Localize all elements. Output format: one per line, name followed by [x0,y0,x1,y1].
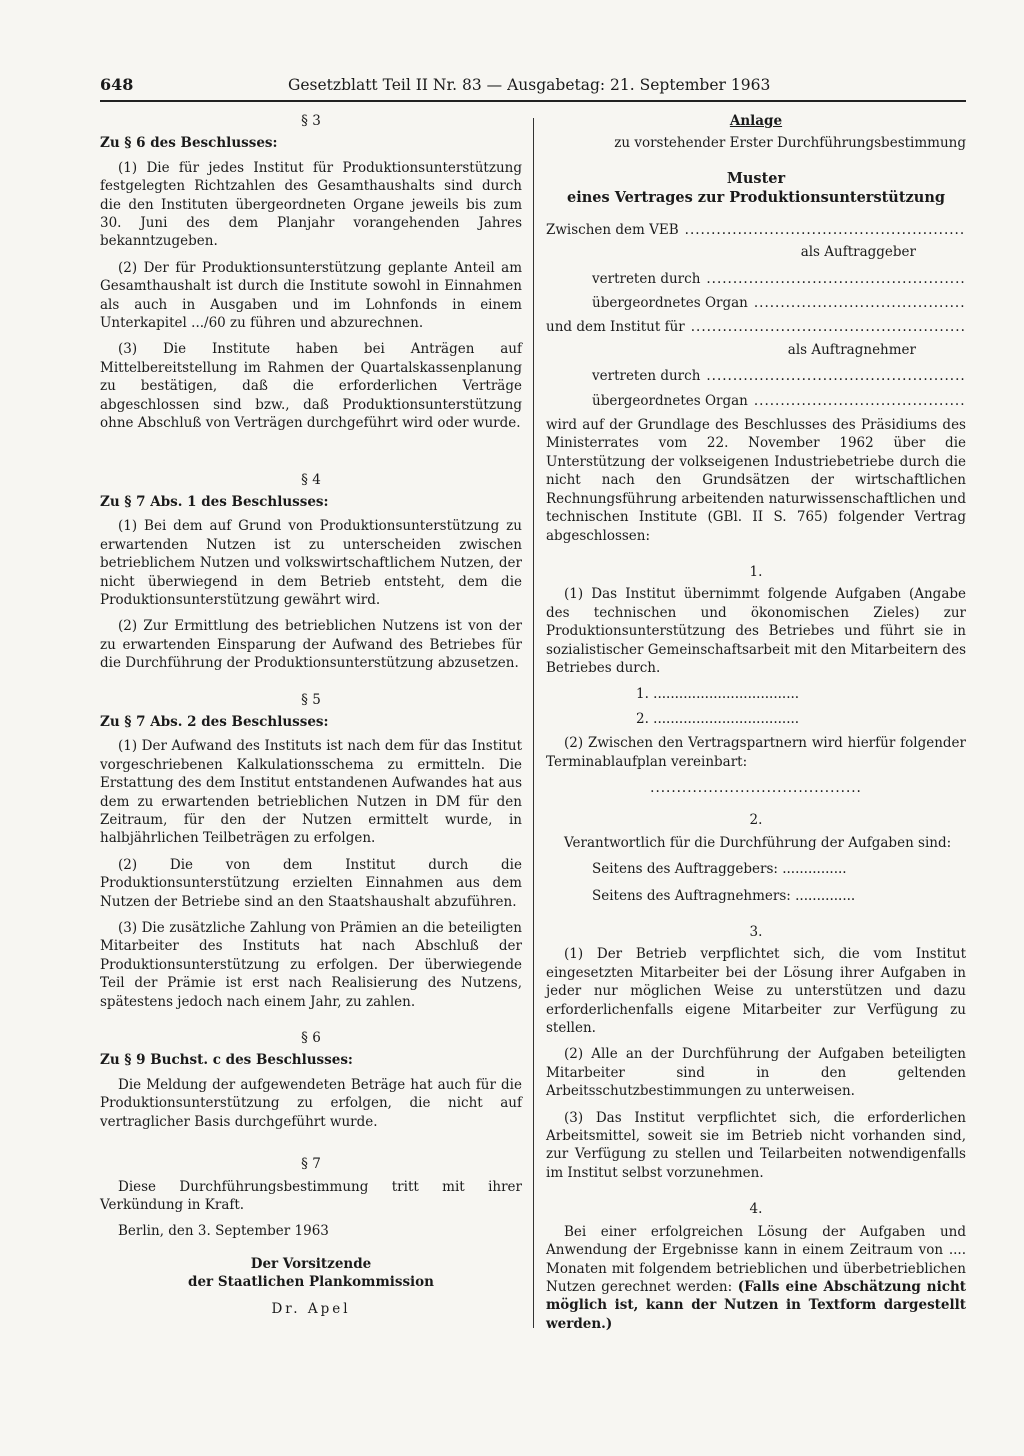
paragraph: (2) Zwischen den Vertragspartnern wird hierfür folgender Terminablaufplan vereinbart: [546,735,966,770]
header-title: Gesetzblatt Teil II Nr. 83 — Ausgabetag: 21. September 1963 [288,76,771,94]
paragraph: (2) Zur Ermittlung des betrieblichen Nutzens ist von der zu erwartenden Einsparung der Aufwand des Betriebes für die Durchführung der Produktionsunterstützung abzusetzen. [100,618,522,672]
paragraph: (2) Alle an der Durchführung der Aufgaben beteiligten Mitarbeiter sind in den geltenden Arbeitsschutzbestimmungen zu unterweisen. [546,1046,966,1100]
header-rule [100,100,966,102]
field-vertreten [546,270,966,288]
fill-dots [691,318,966,336]
clause-number: 2. [749,812,763,829]
annex-title: Anlage [729,113,783,129]
paragraph: (3) Die Institute haben bei Anträgen auf Mittelbereitstellung im Rahmen der Quartalskassenplanung zu bestätigen, daß die erforderlichen Verträge abgeschlossen sind bzw., daß Produktionsunterstützung ohne Abschluß von Verträgen durchgeführt wird oder wurde. [100,341,522,432]
paragraph: (3) Die zusätzliche Zahlung von Prämien an die beteiligten Mitarbeiter des Instituts hat nach Abschluß der Produktionsunterstützung zu erfolgen. Der überwiegende Teil der Prämie ist erst nach Realisierung des Nutzens, spätestens jedoch nach einem Jahr, zu zahlen. [100,920,522,1010]
paragraph-note: (Falls eine Abschätzung nicht möglich ist, kann der Nutzen in Textform dargestellt werden.) [546,1278,966,1332]
contract-intro: wird auf der Grundlage des Beschlusses des Präsidiums des Ministerrates vom 22. November 1962 über die Unterstützung der volkseigenen Industriebetriebe durch die nicht nach den Grundsätzen der wirtschaftlichen Rechnungsführung arbeitenden naturwissenschaftlichen und technischen Institute (GBl. II S. 765) folgender Vertrag abgeschlossen: [546,417,966,544]
fill-dots [685,221,966,239]
paragraph: Verantwortlich für die Durchführung der Aufgaben sind: [564,834,952,851]
field-institut [546,318,966,336]
section-mark: § 4 [301,471,321,488]
paragraph: (2) Die von dem Institut durch die Produktionsunterstützung erzielten Einnahmen aus dem Nutzen der Betriebe sind an den Staatshaushalt abzuführen. [100,856,522,910]
signer-title: Der Vorsitzende [250,1255,372,1272]
clause-number: 3. [749,924,763,940]
signature-name: Dr. Apel [271,1300,351,1317]
paragraph: (1) Die für jedes Institut für Produktionsunterstützung festgelegten Richtzahlen des Gesamthaushalts sind durch die den Instituten übergeordneten Organe jeweils bis zum 30. Juni des dem Planjahr vorangehenden Jahres bekanntzugeben. [100,159,522,250]
right-column [546,112,966,1341]
section-mark: § 6 [301,1030,321,1047]
clause-number: 4. [749,1201,763,1218]
task-item: 2. .................................. [636,710,800,727]
paragraph: (3) Das Institut verpflichtet sich, die erforderlichen Arbeitsmittel, soweit sie im Betrieb nicht vorhanden sind, zur Verfügung zu stellen und Teilarbeiten notwendigenfalls im Institut selbst vorzunehmen. [546,1109,966,1181]
role-auftragnehmer: als Auftragnehmer [787,341,916,358]
paragraph: (2) Der für Produktionsunterstützung geplante Anteil am Gesamthaushalt ist durch die Institute sowohl in Einnahmen als auch in Ausgaben und im Lohnfonds in einem Unterkapitel .../60 zu führen und abzurechnen. [100,259,522,332]
fill-dots [754,392,966,410]
field-veb [546,221,966,239]
annex-subtitle: zu vorstehender Erster Durchführungsbestimmung [614,135,966,152]
role-auftraggeber: als Auftraggeber [800,244,916,261]
column-divider [533,118,534,1328]
paragraph: Die Meldung der aufgewendeten Beträge hat auch für die Produktionsunterstützung zu erfolgen, die nicht auf vertraglicher Basis durchgeführt wurde. [100,1076,522,1130]
fill-dots [706,367,966,385]
contract-template-title [546,169,966,207]
page-header [100,74,966,100]
task-item: 1. .................................. [636,686,800,703]
field-label: vertreten durch [592,270,701,287]
field-label: übergeordnetes Organ [592,295,748,312]
place-date: Berlin, den 3. September 1963 [118,1223,329,1240]
schedule-dots: ........................................ [650,779,862,796]
section-reference: Zu § 6 des Beschlusses: [100,135,278,152]
field-organ [546,294,966,312]
section-mark: § 5 [301,691,321,708]
section-reference: Zu § 7 Abs. 2 des Beschlusses: [100,713,329,730]
field-label: und dem Institut für [546,319,685,336]
section-reference: Zu § 7 Abs. 1 des Beschlusses: [100,493,329,510]
paragraph: (1) Das Institut übernimmt folgende Aufgaben (Angabe des technischen und ökonomischen Zieles) zur Produktionsunterstützung des Betriebes und führt sie in sozialistischer Gemeinschaftsarbeit mit den Mitarbeitern des Betriebes durch. [546,586,966,676]
fill-dots [754,294,966,312]
paragraph: (1) Der Betrieb verpflichtet sich, die vom Institut eingesetzten Mitarbeiter bei der Lösung ihrer Aufgaben in jeder nur möglichen Weise zu unterstützen und dazu erforderlichenfalls eigene Mitarbeiter zur Verfügung zu stellen. [546,946,966,1037]
field-label: Zwischen dem VEB [546,221,679,238]
muster-subline: eines Vertrages zur Produktionsunterstützung [567,188,945,206]
muster-line: Muster [726,169,786,187]
page-number: 648 [100,75,134,94]
paragraph [546,1223,966,1333]
section-reference: Zu § 9 Buchst. c des Beschlusses: [100,1052,353,1069]
responsible-client: Seitens des Auftraggebers: ............... [592,861,847,878]
field-label: vertreten durch [592,368,701,385]
signer-organization: der Staatlichen Plankommission [188,1274,434,1291]
left-column [100,112,522,1318]
field-vertreten [546,367,966,385]
paragraph: (1) Bei dem auf Grund von Produktionsunterstützung zu erwartenden Nutzen ist zu unterscheiden zwischen betrieblichem Nutzen und volkswirtschaftlichem Nutzen, der nicht überwiegend in dem Betrieb entsteht, dem die Produktionsunterstützung gewährt wird. [100,518,522,608]
section-mark: § 7 [301,1156,321,1173]
paragraph-text: Bei einer erfolgreichen Lösung der Aufgaben und Anwendung der Ergebnisse kann in einem Zeitraum von .... Monaten mit folgendem betrieblichen und überbetrieblichen Nutzen gerechnet werden: [546,1223,966,1295]
paragraph: (1) Der Aufwand des Instituts ist nach dem für das Institut vorgeschriebenen Kalkulationsschema zu ermitteln. Die Erstattung des dem Institut entstandenen Aufwandes hat aus dem zu erwartenden betrieblichen Nutzen in DM für den Zeitraum, für den der Nutzen ermittelt wurde, in halbjährlichen Teilbeträgen zu erfolgen. [100,738,522,847]
field-label: übergeordnetes Organ [592,392,748,409]
section-mark: § 3 [301,113,321,129]
paragraph: Diese Durchführungsbestimmung tritt mit ihrer Verkündung in Kraft. [100,1178,522,1213]
field-organ [546,392,966,410]
fill-dots [706,270,966,288]
clause-number: 1. [749,563,763,580]
responsible-contractor: Seitens des Auftragnehmers: .............. [592,887,856,904]
